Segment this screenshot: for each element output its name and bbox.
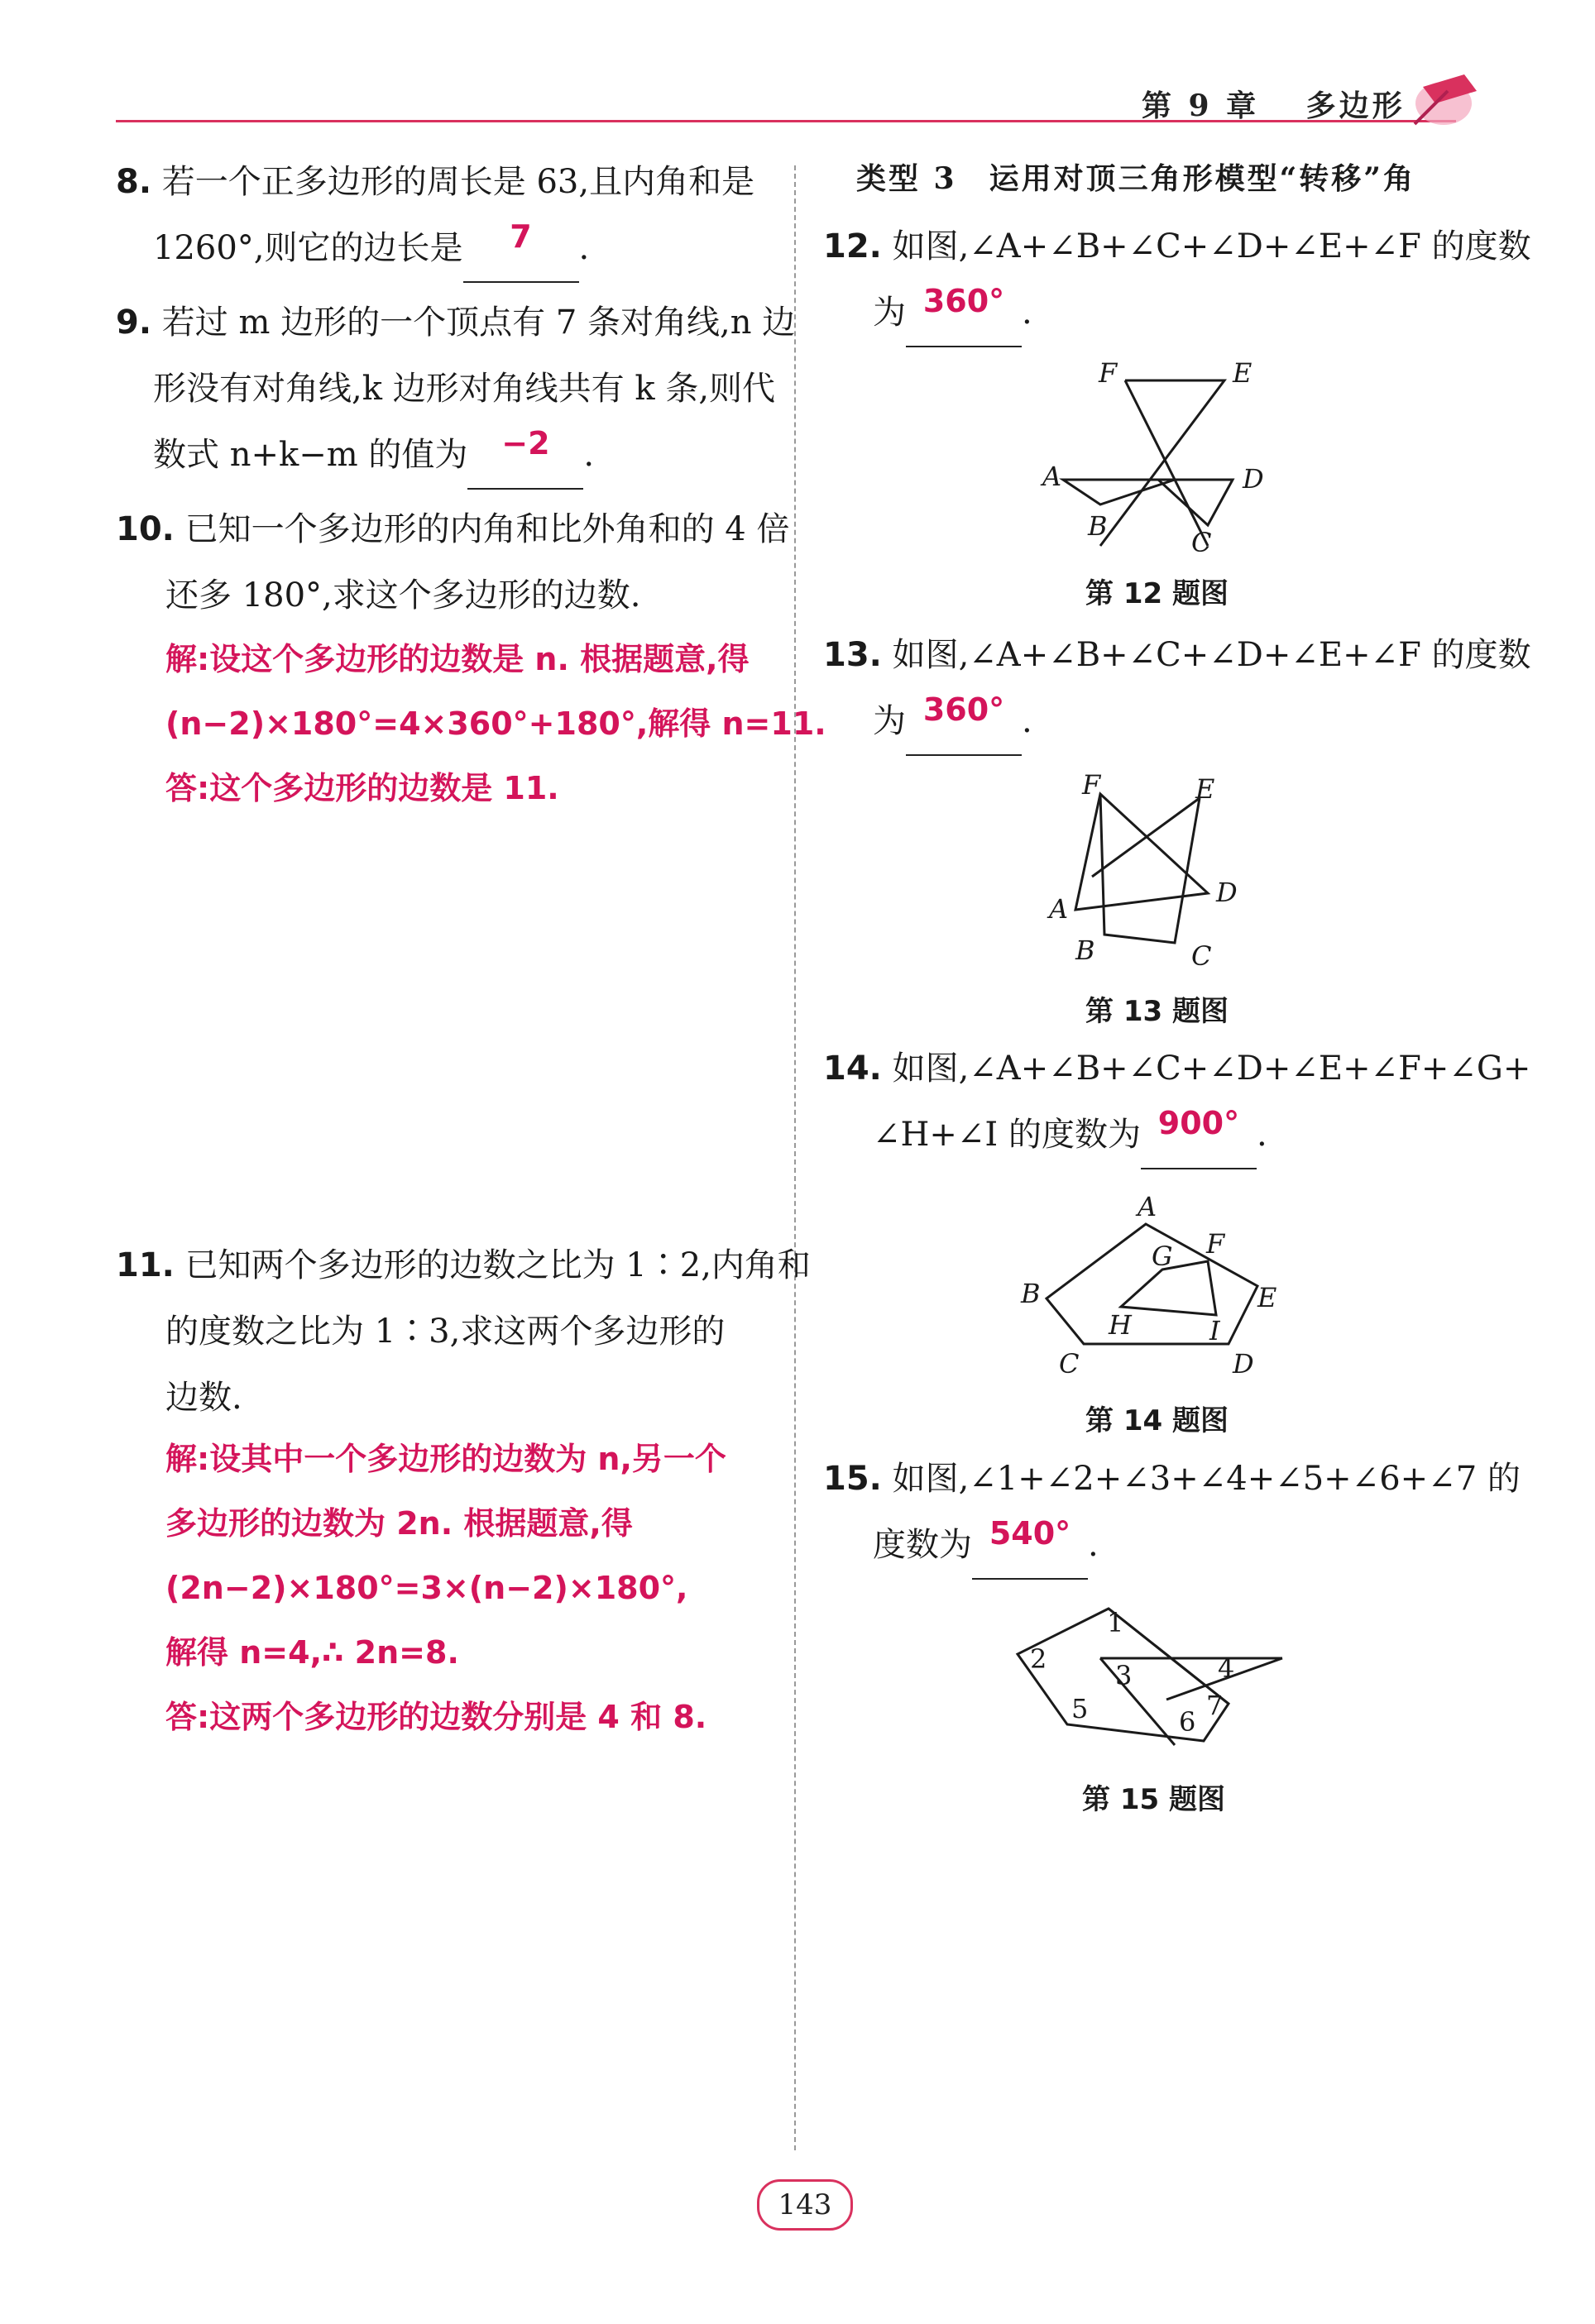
question-number: 10.	[116, 510, 175, 548]
fig13-label-E: E	[1195, 773, 1215, 805]
fig15-label-1: 1	[1107, 1607, 1124, 1638]
question-text: 若过 m 边形的一个顶点有 7 条对角线,n 边	[161, 304, 796, 342]
question-text: 1260°,则它的边长是	[153, 229, 463, 267]
solution-line: 解:设其中一个多边形的边数为 n,另一个	[165, 1441, 726, 1477]
answer-value: 360°	[922, 691, 1005, 728]
fig15-label-7: 7	[1206, 1690, 1224, 1721]
question-text: 度数为	[873, 1526, 972, 1564]
fig12-label-E: E	[1233, 357, 1253, 389]
question-text: 数式 n+k−m 的值为	[153, 436, 468, 474]
punctuation: .	[1256, 1116, 1267, 1154]
fig15-label-6: 6	[1179, 1706, 1196, 1738]
question-text: 的度数之比为 1∶3,求这两个多边形的	[165, 1313, 726, 1351]
question-text: 还多 180°,求这个多边形的边数.	[165, 576, 641, 614]
fig15-label-3: 3	[1115, 1660, 1133, 1691]
question-number: 15.	[823, 1460, 882, 1498]
answer-value: 7	[510, 218, 532, 255]
solution-line: 解得 n=4,∴ 2n=8.	[165, 1634, 459, 1671]
fig14-label-H: H	[1109, 1309, 1132, 1341]
chapter-number: 第 9 章	[1142, 88, 1260, 123]
fig13-label-C: C	[1191, 940, 1212, 972]
fig12-label-D: D	[1243, 463, 1264, 495]
answer-blank	[906, 280, 1022, 347]
fig13-label-F: F	[1082, 769, 1101, 801]
fig13-line	[1100, 794, 1200, 943]
fig12-label-A: A	[1042, 461, 1062, 492]
fig12-line	[1100, 380, 1224, 546]
question-11	[116, 1232, 811, 1431]
question-number: 12.	[823, 227, 882, 265]
fig13-label-A: A	[1049, 893, 1069, 925]
fig14-label-E: E	[1257, 1282, 1277, 1313]
punctuation: .	[578, 229, 590, 267]
answer-blank	[1141, 1102, 1257, 1169]
solution-line: (2n−2)×180°=3×(n−2)×180°,	[165, 1570, 688, 1606]
question-14	[823, 1035, 1530, 1169]
figure-15-caption: 第 15 题图	[1082, 1783, 1225, 1816]
punctuation: .	[1022, 702, 1032, 740]
solution-line: 多边形的边数为 2n. 根据题意,得	[165, 1505, 633, 1542]
fig15-label-5: 5	[1071, 1693, 1089, 1724]
answer-value: 360°	[922, 283, 1005, 319]
fig13-triangle-AFD	[1075, 794, 1208, 910]
figure-12	[1026, 356, 1291, 562]
fig12-triangle	[1063, 480, 1175, 504]
figure-13-caption: 第 13 题图	[1085, 995, 1229, 1028]
fig15-label-4: 4	[1218, 1652, 1235, 1684]
question-8	[116, 149, 754, 283]
fig12-label-C: C	[1191, 527, 1212, 558]
solution-line: (n−2)×180°=4×360°+180°,解得 n=11.	[165, 705, 826, 742]
figure-14	[1009, 1191, 1307, 1381]
fig14-label-I: I	[1209, 1315, 1220, 1346]
question-text: 如图,∠A+∠B+∠C+∠D+∠E+∠F 的度数	[892, 227, 1531, 265]
fig12-line	[1125, 380, 1208, 546]
fig14-label-D: D	[1233, 1348, 1254, 1380]
question-text: 已知两个多边形的边数之比为 1∶2,内角和	[184, 1246, 811, 1284]
punctuation: .	[583, 436, 595, 474]
fig13-label-B: B	[1075, 935, 1095, 966]
fig14-label-C: C	[1059, 1348, 1080, 1380]
answer-blank	[467, 422, 583, 490]
question-text: 为	[873, 702, 906, 740]
question-13	[823, 622, 1531, 756]
answer-blank	[906, 688, 1022, 756]
section-title: 类型 3 运用对顶三角形模型“转移”角	[856, 161, 1415, 196]
fig14-label-F: F	[1206, 1228, 1225, 1260]
answer-value: −2	[501, 425, 550, 461]
question-text: 若一个正多边形的周长是 63,且内角和是	[161, 163, 755, 201]
punctuation: .	[1088, 1526, 1099, 1564]
chapter-title: 多边形	[1305, 88, 1406, 123]
question-text: 如图,∠A+∠B+∠C+∠D+∠E+∠F+∠G+	[892, 1050, 1531, 1088]
figure-12-caption: 第 12 题图	[1085, 577, 1229, 610]
fig12-label-B: B	[1088, 510, 1108, 542]
question-number: 14.	[823, 1050, 882, 1088]
answer-value: 540°	[989, 1515, 1071, 1552]
figure-15	[1001, 1592, 1299, 1766]
decorative-hat-icon	[1398, 58, 1489, 132]
solution-10	[165, 627, 826, 820]
fig12-label-F: F	[1099, 357, 1118, 389]
page-number: 143	[757, 2179, 853, 2231]
answer-blank	[463, 215, 579, 283]
solution-11	[165, 1427, 726, 1749]
question-text: 形没有对角线,k 边形对角线共有 k 条,则代	[153, 370, 776, 408]
question-text: ∠H+∠I 的度数为	[873, 1116, 1141, 1154]
punctuation: .	[1022, 294, 1032, 332]
question-15	[823, 1446, 1521, 1580]
question-number: 13.	[823, 636, 882, 674]
question-12	[823, 213, 1531, 347]
question-number: 8.	[116, 163, 152, 201]
question-9	[116, 289, 795, 490]
question-number: 9.	[116, 304, 152, 342]
question-10	[116, 496, 789, 629]
fig14-label-B: B	[1021, 1278, 1041, 1309]
solution-line: 答:这两个多边形的边数分别是 4 和 8.	[165, 1699, 707, 1735]
question-text: 为	[873, 294, 906, 332]
answer-blank	[972, 1512, 1088, 1580]
question-text: 如图,∠A+∠B+∠C+∠D+∠E+∠F 的度数	[892, 636, 1531, 674]
figure-14-caption: 第 14 题图	[1085, 1404, 1229, 1437]
fig13-label-D: D	[1216, 877, 1238, 908]
fig15-label-2: 2	[1030, 1643, 1047, 1675]
figure-13	[1042, 769, 1291, 976]
fig14-label-G: G	[1152, 1241, 1173, 1272]
question-number: 11.	[116, 1246, 175, 1284]
fig13-line	[1092, 798, 1200, 877]
question-text: 已知一个多边形的内角和比外角和的 4 倍	[184, 510, 790, 548]
answer-value: 900°	[1157, 1105, 1240, 1141]
fig14-label-A: A	[1138, 1191, 1157, 1222]
solution-line: 解:设这个多边形的边数是 n. 根据题意,得	[165, 641, 750, 677]
chapter-header	[1142, 83, 1439, 125]
question-text: 边数.	[165, 1379, 242, 1417]
solution-line: 答:这个多边形的边数是 11.	[165, 770, 559, 806]
question-text: 如图,∠1+∠2+∠3+∠4+∠5+∠6+∠7 的	[892, 1460, 1521, 1498]
